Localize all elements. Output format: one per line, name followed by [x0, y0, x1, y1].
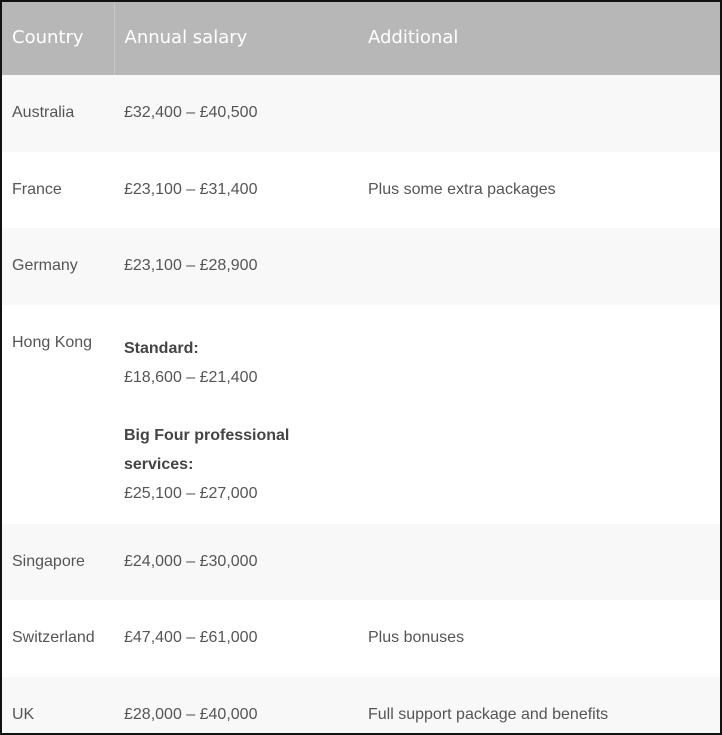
header-row: [2, 2, 720, 75]
salary-cell: £47,400 – £61,000: [124, 629, 258, 647]
table-row: [2, 228, 720, 305]
table-row: [2, 75, 720, 152]
table-body: [2, 75, 720, 735]
table-row: [2, 152, 720, 229]
country-cell: France: [12, 180, 62, 198]
salary-cell: £23,100 – £31,400: [124, 180, 258, 198]
salary-cell: £28,000 – £40,000: [114, 677, 358, 735]
country-cell: UK: [2, 677, 114, 735]
additional-cell: [358, 524, 720, 601]
additional-cell: [358, 75, 720, 152]
big-four-label-line1: Big Four professional: [124, 426, 290, 444]
header-country: Country: [2, 2, 114, 75]
spacer: [124, 392, 358, 421]
additional-cell: Plus some extra packages: [368, 180, 556, 198]
salary-cell: [114, 305, 358, 524]
table-row: [2, 677, 720, 735]
salary-cell: £23,100 – £28,900: [114, 228, 358, 305]
table-row: [2, 524, 720, 601]
table-row: [2, 305, 720, 524]
additional-cell: [358, 305, 720, 524]
big-four-label-line2: services:: [124, 455, 194, 473]
standard-salary-value: £18,600 – £21,400: [124, 368, 258, 386]
additional-cell: Full support package and benefits: [358, 677, 720, 735]
big-four-salary-value: £25,100 – £27,000: [124, 484, 258, 502]
country-cell: Singapore: [2, 524, 114, 601]
table-header: [2, 2, 720, 75]
header-annual-salary: Annual salary: [114, 2, 358, 75]
additional-cell: [358, 228, 720, 305]
country-cell: Germany: [2, 228, 114, 305]
table-row: [2, 600, 720, 677]
hong-kong-salary-block: [124, 305, 358, 508]
header-additional: Additional: [358, 2, 720, 75]
salary-cell: £24,000 – £30,000: [114, 524, 358, 601]
country-cell: Australia: [2, 75, 114, 152]
country-cell: Hong Kong: [12, 333, 93, 351]
salary-table: [2, 2, 720, 735]
additional-cell: Plus bonuses: [368, 629, 465, 647]
salary-cell: £32,400 – £40,500: [114, 75, 358, 152]
country-cell: Switzerland: [12, 629, 95, 647]
standard-label: Standard:: [124, 339, 199, 357]
